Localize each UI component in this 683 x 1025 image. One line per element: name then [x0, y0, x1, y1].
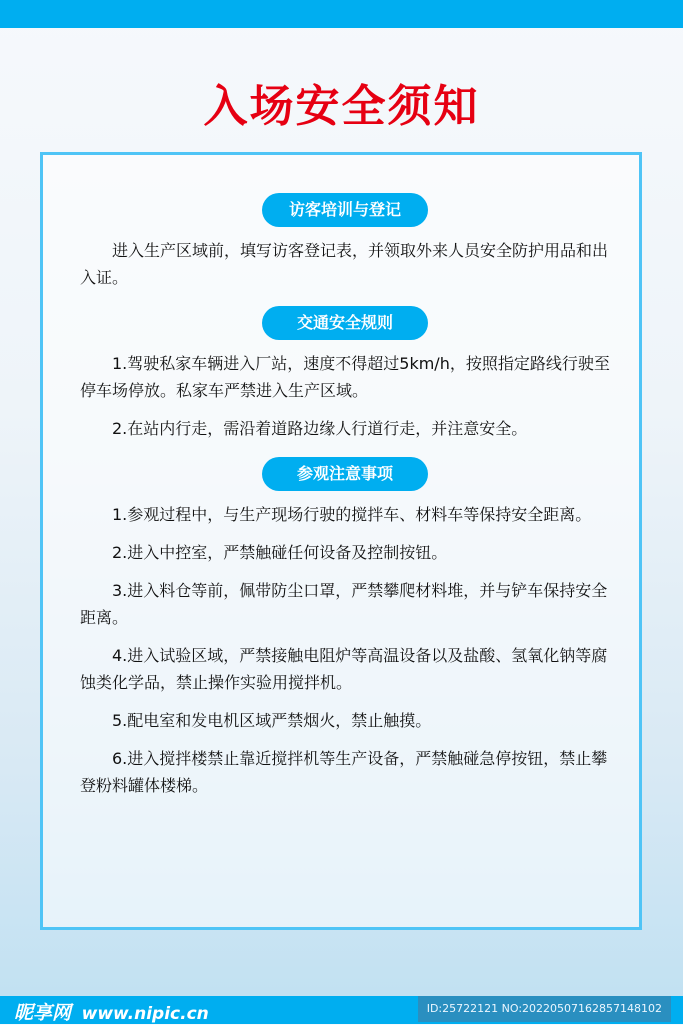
paragraph: 2.在站内行走，需沿着道路边缘人行道行走，并注意安全。	[112, 419, 528, 438]
section-heading: 交通安全规则	[262, 306, 428, 340]
watermark-footer	[0, 996, 683, 1024]
paragraph: 4.进入试验区域，严禁接触电阻炉等高温设备以及盐酸、氢氧化钠等腐蚀类化学品，禁止操作实验用搅拌机。	[80, 646, 608, 692]
logo-text: 昵享网	[14, 1002, 72, 1024]
section-visit-notes	[80, 457, 610, 799]
site-url: www.nipic.cn	[81, 1004, 209, 1024]
section-visitor-training	[80, 193, 610, 291]
paragraph: 进入生产区域前，填写访客登记表，并领取外来人员安全防护用品和出入证。	[80, 241, 609, 287]
paragraph: 1.参观过程中，与生产现场行驶的搅拌车、材料车等保持安全距离。	[112, 505, 592, 524]
paragraph: 5.配电室和发电机区域严禁烟火，禁止触摸。	[112, 711, 432, 730]
section-heading: 参观注意事项	[262, 457, 428, 491]
paragraph: 3.进入料仓等前，佩带防尘口罩，严禁攀爬材料堆，并与铲车保持安全距离。	[80, 581, 608, 627]
section-heading: 访客培训与登记	[262, 193, 428, 227]
image-id-tag: ID:25722121 NO:20220507162857148102	[418, 996, 671, 1022]
section-traffic-rules	[80, 306, 610, 442]
paragraph: 1.驾驶私家车辆进入厂站，速度不得超过5km/h，按照指定路线行驶至停车场停放。私家车严禁进入生产区域。	[80, 354, 610, 400]
paragraph: 6.进入搅拌楼禁止靠近搅拌机等生产设备，严禁触碰急停按钮，禁止攀登粉料罐体楼梯。	[80, 749, 608, 795]
notice-box	[40, 152, 642, 930]
watermark-logo	[14, 998, 209, 1025]
paragraph: 2.进入中控室，严禁触碰任何设备及控制按钮。	[112, 543, 448, 562]
top-bar	[0, 0, 683, 28]
page-title: 入场安全须知	[203, 81, 480, 132]
